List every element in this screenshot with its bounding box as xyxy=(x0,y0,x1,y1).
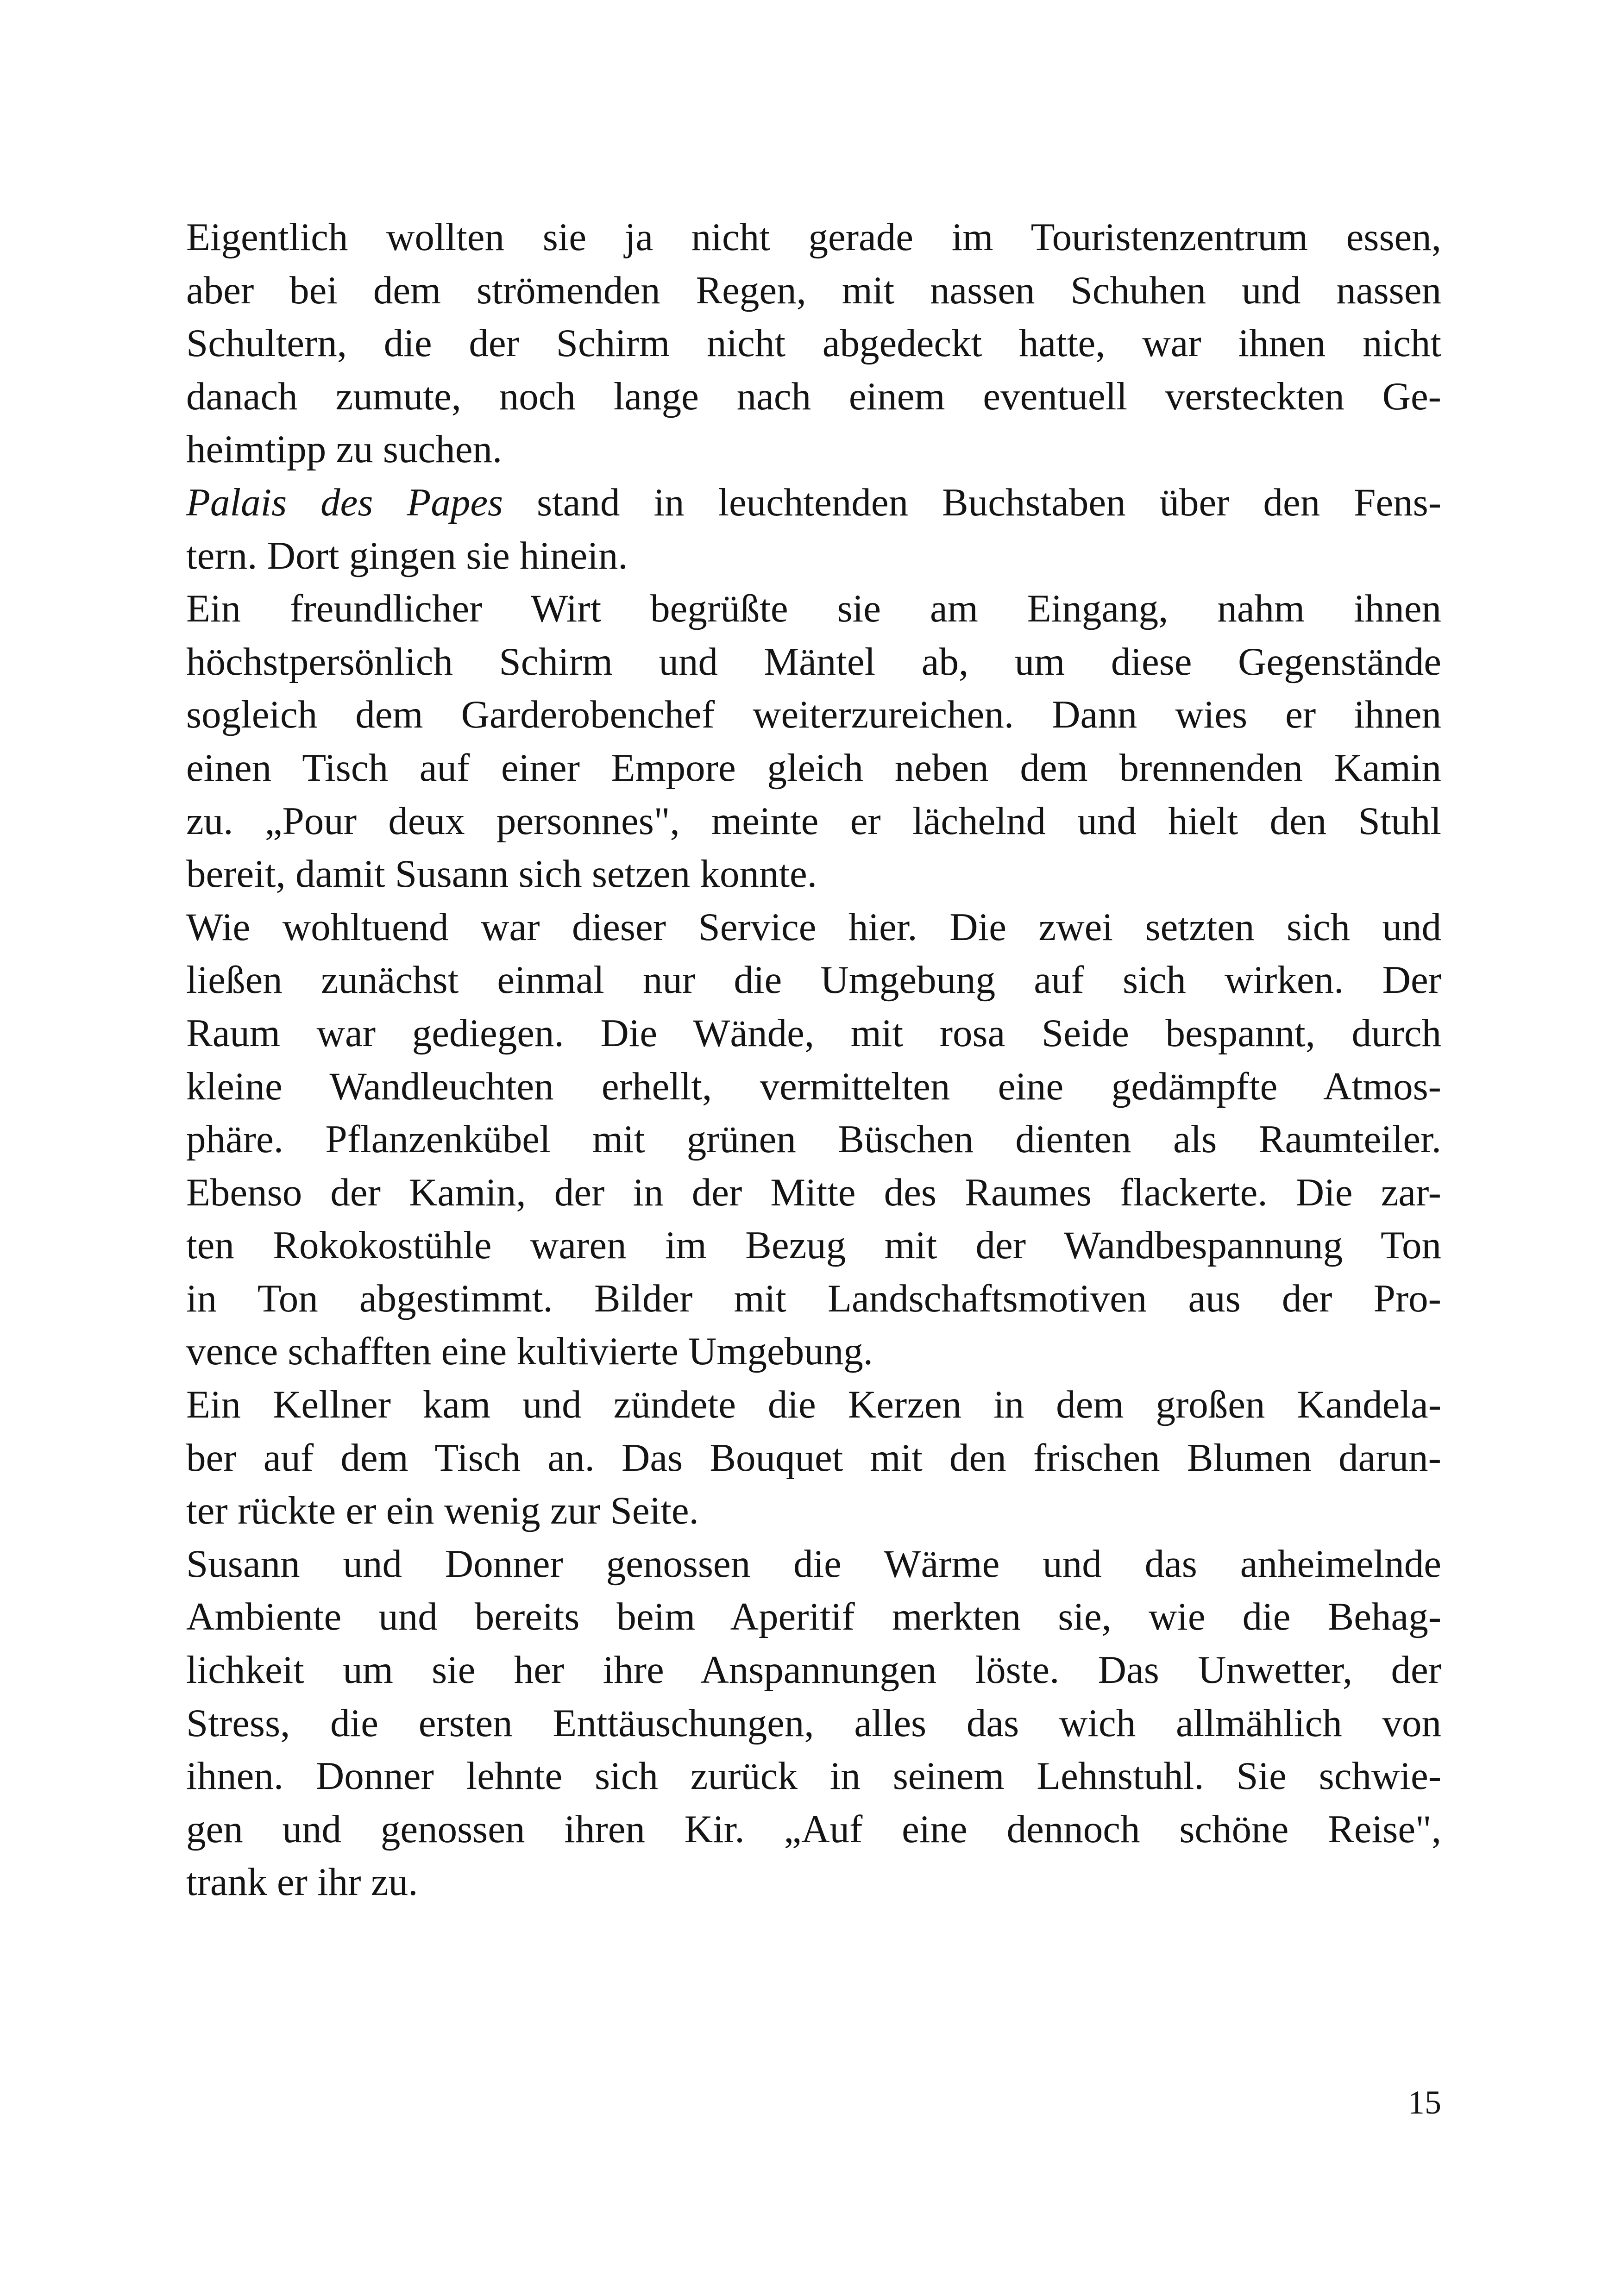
text-line xyxy=(186,1378,1441,1431)
text-line xyxy=(186,476,1441,529)
line-text: vence schafften eine kultivierte Umgebung. xyxy=(186,1330,873,1374)
text-line xyxy=(186,847,1441,901)
text-line xyxy=(186,795,1441,848)
line-text: höchstpersönlich Schirm und Mäntel ab, um diese Gegenstände xyxy=(186,640,1441,684)
line-text: Ebenso der Kamin, der in der Mitte des Raumes flackerte. Die zar- xyxy=(186,1170,1441,1214)
text-line xyxy=(186,1166,1441,1219)
line-text: heimtipp zu suchen. xyxy=(186,427,503,471)
text-line xyxy=(186,1803,1441,1856)
line-text: danach zumute, noch lange nach einem eventuell versteckten Ge- xyxy=(186,374,1441,418)
text-line xyxy=(186,529,1441,583)
line-text: Schultern, die der Schirm nicht abgedeckt hatte, war ihnen nicht xyxy=(186,321,1441,365)
text-line xyxy=(186,1644,1441,1697)
text-line xyxy=(186,688,1441,741)
line-text: phäre. Pflanzenkübel mit grünen Büschen dienten als Raumteiler. xyxy=(186,1117,1441,1161)
line-text: ter rückte er ein wenig zur Seite. xyxy=(186,1489,699,1533)
text-line xyxy=(186,1007,1441,1060)
line-text: gen und genossen ihren Kir. „Auf eine dennoch schöne Reise", xyxy=(186,1807,1441,1851)
text-line xyxy=(186,741,1441,795)
line-text: Raum war gediegen. Die Wände, mit rosa Seide bespannt, durch xyxy=(186,1011,1441,1055)
text-line xyxy=(186,1219,1441,1272)
line-text: bereit, damit Susann sich setzen konnte. xyxy=(186,852,817,896)
text-line xyxy=(186,1537,1441,1591)
text-line xyxy=(186,954,1441,1007)
line-text: ber auf dem Tisch an. Das Bouquet mit den frischen Blumen darun- xyxy=(186,1436,1441,1480)
line-text: Ein Kellner kam und zündete die Kerzen in dem großen Kandela- xyxy=(186,1383,1441,1427)
italic-title: Palais des Papes xyxy=(186,480,503,524)
page-number: 15 xyxy=(1408,2084,1441,2121)
text-line xyxy=(186,264,1441,317)
text-line xyxy=(186,370,1441,423)
line-text: tern. Dort gingen sie hinein. xyxy=(186,533,628,577)
line-text: Eigentlich wollten sie ja nicht gerade im Touristenzentrum essen, xyxy=(186,215,1441,259)
line-text: Ambiente und bereits beim Aperitif merkten sie, wie die Behag- xyxy=(186,1595,1441,1639)
line-text: in Ton abgestimmt. Bilder mit Landschaftsmotiven aus der Pro- xyxy=(186,1276,1441,1320)
line-text: ten Rokokostühle waren im Bezug mit der Wandbespannung Ton xyxy=(186,1223,1441,1267)
line-text: stand in leuchtenden Buchstaben über den Fens- xyxy=(503,480,1442,524)
line-text: aber bei dem strömenden Regen, mit nassen Schuhen und nassen xyxy=(186,268,1441,312)
text-line xyxy=(186,1272,1441,1325)
text-line xyxy=(186,317,1441,370)
text-line xyxy=(186,582,1441,635)
text-line xyxy=(186,1590,1441,1644)
text-line xyxy=(186,1750,1441,1803)
line-text: sogleich dem Garderobenchef weiterzureichen. Dann wies er ihnen xyxy=(186,693,1441,737)
line-text: Ein freundlicher Wirt begrüßte sie am Eingang, nahm ihnen xyxy=(186,587,1441,631)
line-text: trank er ihr zu. xyxy=(186,1860,418,1904)
line-text: zu. „Pour deux personnes", meinte er lächelnd und hielt den Stuhl xyxy=(186,799,1441,843)
line-text: Stress, die ersten Enttäuschungen, alles das wich allmählich von xyxy=(186,1701,1441,1745)
text-line xyxy=(186,423,1441,476)
line-text: ihnen. Donner lehnte sich zurück in seinem Lehnstuhl. Sie schwie- xyxy=(186,1754,1441,1798)
text-line xyxy=(186,1060,1441,1113)
text-line xyxy=(186,901,1441,954)
line-text: ließen zunächst einmal nur die Umgebung auf sich wirken. Der xyxy=(186,958,1441,1002)
body-text xyxy=(186,211,1441,1909)
text-line xyxy=(186,1431,1441,1485)
text-line xyxy=(186,211,1441,264)
line-text: lichkeit um sie her ihre Anspannungen löste. Das Unwetter, der xyxy=(186,1648,1441,1692)
text-line xyxy=(186,1113,1441,1166)
text-line xyxy=(186,1484,1441,1537)
text-line xyxy=(186,1856,1441,1909)
text-line xyxy=(186,1325,1441,1378)
text-line xyxy=(186,635,1441,689)
line-text: Susann und Donner genossen die Wärme und das anheimelnde xyxy=(186,1542,1441,1586)
line-text: Wie wohltuend war dieser Service hier. Die zwei setzten sich und xyxy=(186,905,1441,949)
line-text: kleine Wandleuchten erhellt, vermittelten eine gedämpfte Atmos- xyxy=(186,1064,1441,1108)
line-text: einen Tisch auf einer Empore gleich neben dem brennenden Kamin xyxy=(186,746,1441,790)
text-line xyxy=(186,1697,1441,1750)
